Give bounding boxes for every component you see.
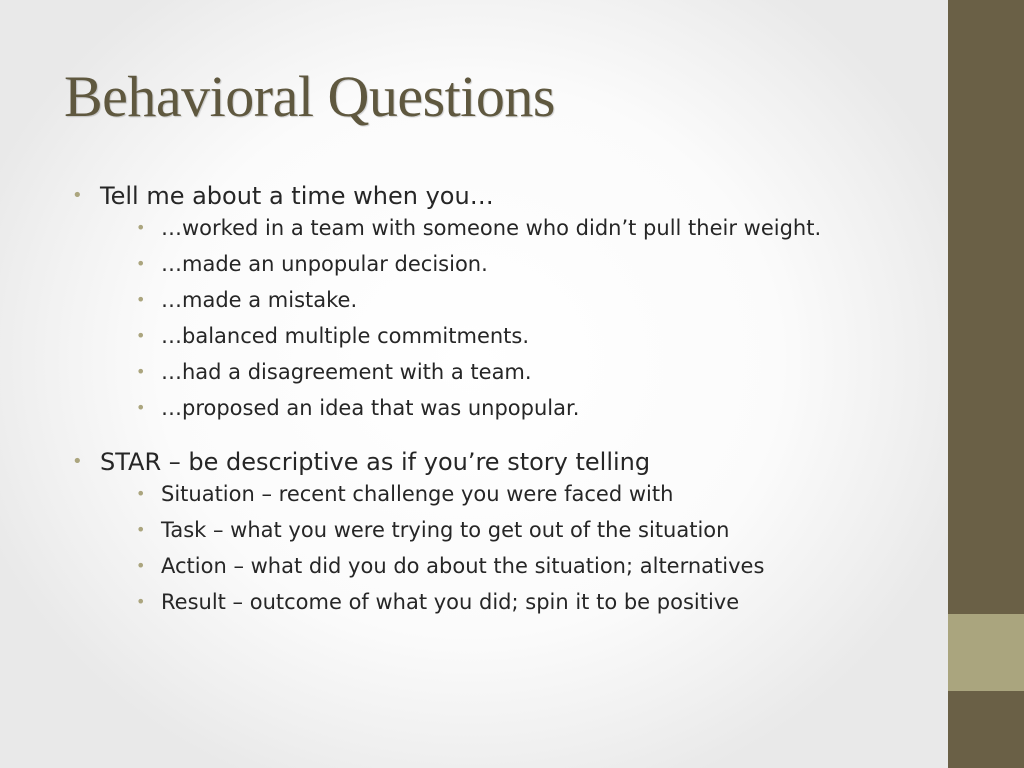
sub-bullet-text: …had a disagreement with a team. — [161, 360, 532, 384]
sub-bullet-item — [100, 552, 912, 580]
sub-bullet-item — [100, 480, 912, 508]
decorative-sidebar-accent — [948, 614, 1024, 691]
sub-bullet-item — [100, 214, 912, 242]
sub-bullet-list — [100, 480, 912, 616]
bullet-item — [72, 444, 912, 616]
bullet-icon: • — [72, 185, 83, 206]
bullet-text: Tell me about a time when you… — [100, 182, 494, 210]
sub-bullet-item — [100, 286, 912, 314]
sub-bullet-text: Action – what did you do about the situation; alternatives — [161, 554, 765, 578]
sub-bullet-item — [100, 588, 912, 616]
sub-bullet-list — [100, 214, 912, 422]
bullet-list — [72, 178, 912, 616]
sub-bullet-text: …proposed an idea that was unpopular. — [161, 396, 580, 420]
sub-bullet-item — [100, 322, 912, 350]
bullet-item — [72, 178, 912, 422]
slide-title: Behavioral Questions — [64, 64, 555, 129]
sub-bullet-text: …made a mistake. — [161, 288, 358, 312]
sub-bullet-text: Task – what you were trying to get out of the situation — [161, 518, 730, 542]
bullet-icon: • — [72, 451, 83, 472]
sub-bullet-text: Result – outcome of what you did; spin it to be positive — [161, 590, 740, 614]
sub-bullet-icon: • — [136, 218, 146, 237]
sub-bullet-icon: • — [136, 592, 146, 611]
sub-bullet-text: …worked in a team with someone who didn’t pull their weight. — [161, 216, 822, 240]
sub-bullet-text: Situation – recent challenge you were faced with — [161, 482, 674, 506]
sub-bullet-icon: • — [136, 362, 146, 381]
sub-bullet-icon: • — [136, 556, 146, 575]
sub-bullet-icon: • — [136, 484, 146, 503]
sub-bullet-text: …made an unpopular decision. — [161, 252, 488, 276]
sub-bullet-item — [100, 358, 912, 386]
sub-bullet-icon: • — [136, 398, 146, 417]
sub-bullet-icon: • — [136, 254, 146, 273]
sub-bullet-text: …balanced multiple commitments. — [161, 324, 530, 348]
sub-bullet-icon: • — [136, 290, 146, 309]
bullet-text: STAR – be descriptive as if you’re story telling — [100, 448, 651, 476]
sub-bullet-item — [100, 394, 912, 422]
sub-bullet-item — [100, 516, 912, 544]
sub-bullet-icon: • — [136, 326, 146, 345]
sub-bullet-item — [100, 250, 912, 278]
slide-content — [72, 178, 912, 624]
sub-bullet-icon: • — [136, 520, 146, 539]
